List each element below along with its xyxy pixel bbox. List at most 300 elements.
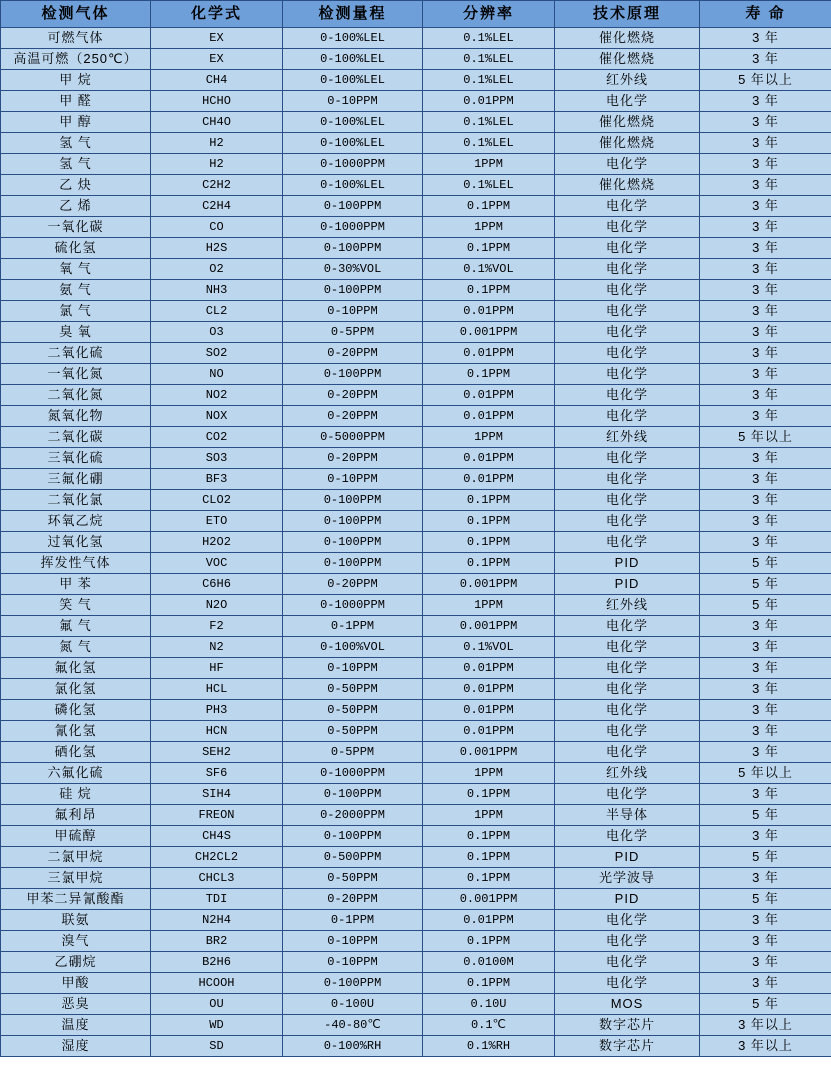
cell-chemical-formula: NO2 xyxy=(151,385,283,406)
table-row xyxy=(1,28,831,49)
cell-gas-name: 三氟化硼 xyxy=(1,469,151,490)
cell-lifespan: 5 年 xyxy=(700,994,831,1015)
cell-technical-principle: 催化燃烧 xyxy=(555,133,700,154)
cell-lifespan: 3 年 xyxy=(700,91,831,112)
cell-chemical-formula: PH3 xyxy=(151,700,283,721)
table-row xyxy=(1,112,831,133)
table-row xyxy=(1,154,831,175)
cell-gas-name: 硫化氢 xyxy=(1,238,151,259)
cell-gas-name: 甲苯二异氰酸酯 xyxy=(1,889,151,910)
cell-lifespan: 3 年 xyxy=(700,343,831,364)
cell-detection-range: 0-10PPM xyxy=(283,952,423,973)
cell-lifespan: 3 年 xyxy=(700,196,831,217)
cell-technical-principle: 数字芯片 xyxy=(555,1036,700,1057)
cell-gas-name: 氧 气 xyxy=(1,259,151,280)
cell-gas-name: 恶臭 xyxy=(1,994,151,1015)
cell-resolution: 0.01PPM xyxy=(423,658,555,679)
cell-chemical-formula: N2H4 xyxy=(151,910,283,931)
table-header xyxy=(1,1,831,28)
cell-gas-name: 氢 气 xyxy=(1,154,151,175)
cell-lifespan: 3 年 xyxy=(700,49,831,70)
cell-resolution: 0.01PPM xyxy=(423,700,555,721)
cell-chemical-formula: CH4S xyxy=(151,826,283,847)
cell-resolution: 0.1PPM xyxy=(423,868,555,889)
cell-detection-range: 0-100PPM xyxy=(283,280,423,301)
cell-gas-name: 湿度 xyxy=(1,1036,151,1057)
cell-detection-range: 0-20PPM xyxy=(283,406,423,427)
cell-chemical-formula: FREON xyxy=(151,805,283,826)
cell-detection-range: 0-100%LEL xyxy=(283,112,423,133)
table-row xyxy=(1,952,831,973)
table-row xyxy=(1,826,831,847)
cell-lifespan: 3 年 xyxy=(700,364,831,385)
cell-technical-principle: 电化学 xyxy=(555,973,700,994)
cell-chemical-formula: OU xyxy=(151,994,283,1015)
cell-gas-name: 臭 氧 xyxy=(1,322,151,343)
cell-resolution: 0.1PPM xyxy=(423,238,555,259)
table-row xyxy=(1,616,831,637)
cell-chemical-formula: CH4O xyxy=(151,112,283,133)
cell-lifespan: 3 年 xyxy=(700,28,831,49)
cell-gas-name: 溴气 xyxy=(1,931,151,952)
cell-chemical-formula: H2 xyxy=(151,133,283,154)
table-row xyxy=(1,742,831,763)
cell-detection-range: 0-20PPM xyxy=(283,574,423,595)
cell-technical-principle: 电化学 xyxy=(555,931,700,952)
cell-gas-name: 二氧化硫 xyxy=(1,343,151,364)
cell-gas-name: 一氧化氮 xyxy=(1,364,151,385)
cell-lifespan: 3 年 xyxy=(700,973,831,994)
cell-chemical-formula: NO xyxy=(151,364,283,385)
cell-technical-principle: 红外线 xyxy=(555,763,700,784)
cell-lifespan: 3 年 xyxy=(700,301,831,322)
cell-resolution: 0.1PPM xyxy=(423,847,555,868)
table-row xyxy=(1,469,831,490)
table-row xyxy=(1,532,831,553)
column-header-principle: 技术原理 xyxy=(555,1,700,28)
cell-resolution: 0.001PPM xyxy=(423,616,555,637)
table-row xyxy=(1,49,831,70)
cell-detection-range: 0-1000PPM xyxy=(283,595,423,616)
cell-chemical-formula: CL2 xyxy=(151,301,283,322)
cell-detection-range: 0-100PPM xyxy=(283,196,423,217)
cell-gas-name: 硒化氢 xyxy=(1,742,151,763)
cell-detection-range: 0-1000PPM xyxy=(283,763,423,784)
cell-resolution: 0.1PPM xyxy=(423,931,555,952)
cell-resolution: 0.1%VOL xyxy=(423,637,555,658)
cell-technical-principle: 电化学 xyxy=(555,406,700,427)
cell-chemical-formula: HF xyxy=(151,658,283,679)
table-row xyxy=(1,658,831,679)
table-row xyxy=(1,259,831,280)
cell-lifespan: 5 年以上 xyxy=(700,70,831,91)
cell-lifespan: 3 年 xyxy=(700,238,831,259)
cell-technical-principle: 电化学 xyxy=(555,658,700,679)
cell-gas-name: 乙硼烷 xyxy=(1,952,151,973)
cell-gas-name: 甲 烷 xyxy=(1,70,151,91)
cell-resolution: 1PPM xyxy=(423,763,555,784)
cell-resolution: 0.01PPM xyxy=(423,91,555,112)
table-header-row xyxy=(1,1,831,28)
cell-resolution: 0.1PPM xyxy=(423,490,555,511)
table-row xyxy=(1,973,831,994)
cell-chemical-formula: EX xyxy=(151,49,283,70)
cell-lifespan: 3 年 xyxy=(700,721,831,742)
table-row xyxy=(1,868,831,889)
cell-technical-principle: 催化燃烧 xyxy=(555,175,700,196)
cell-lifespan: 3 年 xyxy=(700,742,831,763)
cell-resolution: 0.01PPM xyxy=(423,448,555,469)
cell-resolution: 0.001PPM xyxy=(423,574,555,595)
table-row xyxy=(1,427,831,448)
cell-detection-range: 0-5PPM xyxy=(283,742,423,763)
table-row xyxy=(1,196,831,217)
cell-resolution: 0.1%VOL xyxy=(423,259,555,280)
cell-chemical-formula: CLO2 xyxy=(151,490,283,511)
cell-gas-name: 氮氧化物 xyxy=(1,406,151,427)
cell-chemical-formula: NOX xyxy=(151,406,283,427)
table-row xyxy=(1,133,831,154)
cell-technical-principle: 半导体 xyxy=(555,805,700,826)
cell-resolution: 0.1%LEL xyxy=(423,28,555,49)
cell-lifespan: 3 年 xyxy=(700,385,831,406)
table-row xyxy=(1,721,831,742)
cell-lifespan: 3 年 xyxy=(700,952,831,973)
cell-detection-range: 0-100%LEL xyxy=(283,133,423,154)
cell-gas-name: 甲酸 xyxy=(1,973,151,994)
cell-resolution: 1PPM xyxy=(423,427,555,448)
cell-chemical-formula: SF6 xyxy=(151,763,283,784)
cell-gas-name: 甲 苯 xyxy=(1,574,151,595)
cell-chemical-formula: C2H4 xyxy=(151,196,283,217)
cell-detection-range: -40-80℃ xyxy=(283,1015,423,1036)
table-row xyxy=(1,385,831,406)
cell-resolution: 0.1PPM xyxy=(423,280,555,301)
cell-gas-name: 六氟化硫 xyxy=(1,763,151,784)
cell-technical-principle: 电化学 xyxy=(555,154,700,175)
cell-chemical-formula: SIH4 xyxy=(151,784,283,805)
cell-chemical-formula: SO3 xyxy=(151,448,283,469)
cell-technical-principle: PID xyxy=(555,847,700,868)
cell-resolution: 0.1%LEL xyxy=(423,133,555,154)
cell-technical-principle: 电化学 xyxy=(555,679,700,700)
table-row xyxy=(1,364,831,385)
cell-lifespan: 3 年 xyxy=(700,280,831,301)
cell-chemical-formula: H2 xyxy=(151,154,283,175)
cell-lifespan: 5 年以上 xyxy=(700,427,831,448)
table-row xyxy=(1,511,831,532)
cell-gas-name: 环氧乙烷 xyxy=(1,511,151,532)
cell-technical-principle: 电化学 xyxy=(555,217,700,238)
cell-chemical-formula: CO xyxy=(151,217,283,238)
cell-resolution: 0.001PPM xyxy=(423,889,555,910)
cell-detection-range: 0-100%VOL xyxy=(283,637,423,658)
cell-lifespan: 3 年 xyxy=(700,931,831,952)
cell-lifespan: 5 年 xyxy=(700,847,831,868)
cell-detection-range: 0-100PPM xyxy=(283,364,423,385)
table-row xyxy=(1,1015,831,1036)
cell-lifespan: 3 年 xyxy=(700,469,831,490)
cell-detection-range: 0-5PPM xyxy=(283,322,423,343)
cell-resolution: 0.01PPM xyxy=(423,469,555,490)
cell-lifespan: 3 年 xyxy=(700,133,831,154)
cell-technical-principle: 电化学 xyxy=(555,301,700,322)
cell-resolution: 1PPM xyxy=(423,217,555,238)
cell-detection-range: 0-50PPM xyxy=(283,721,423,742)
cell-detection-range: 0-100%LEL xyxy=(283,28,423,49)
cell-gas-name: 二氯甲烷 xyxy=(1,847,151,868)
cell-chemical-formula: CH4 xyxy=(151,70,283,91)
table-row xyxy=(1,448,831,469)
cell-detection-range: 0-100PPM xyxy=(283,490,423,511)
cell-gas-name: 挥发性气体 xyxy=(1,553,151,574)
cell-gas-name: 三氧化硫 xyxy=(1,448,151,469)
cell-lifespan: 3 年 xyxy=(700,700,831,721)
cell-technical-principle: 催化燃烧 xyxy=(555,28,700,49)
cell-detection-range: 0-50PPM xyxy=(283,868,423,889)
cell-lifespan: 3 年 xyxy=(700,154,831,175)
cell-detection-range: 0-30%VOL xyxy=(283,259,423,280)
cell-technical-principle: 电化学 xyxy=(555,784,700,805)
cell-detection-range: 0-5000PPM xyxy=(283,427,423,448)
table-row xyxy=(1,175,831,196)
cell-gas-name: 二氧化碳 xyxy=(1,427,151,448)
cell-resolution: 0.01PPM xyxy=(423,301,555,322)
table-row xyxy=(1,910,831,931)
cell-gas-name: 乙 炔 xyxy=(1,175,151,196)
cell-lifespan: 3 年 xyxy=(700,616,831,637)
cell-chemical-formula: VOC xyxy=(151,553,283,574)
cell-technical-principle: 电化学 xyxy=(555,637,700,658)
cell-gas-name: 氰化氢 xyxy=(1,721,151,742)
cell-lifespan: 3 年 xyxy=(700,637,831,658)
table-row xyxy=(1,763,831,784)
table-row xyxy=(1,280,831,301)
cell-detection-range: 0-1000PPM xyxy=(283,217,423,238)
cell-detection-range: 0-100PPM xyxy=(283,553,423,574)
cell-gas-name: 笑 气 xyxy=(1,595,151,616)
cell-chemical-formula: O2 xyxy=(151,259,283,280)
cell-chemical-formula: CO2 xyxy=(151,427,283,448)
cell-lifespan: 5 年 xyxy=(700,889,831,910)
cell-resolution: 0.01PPM xyxy=(423,910,555,931)
cell-technical-principle: 电化学 xyxy=(555,721,700,742)
cell-chemical-formula: C2H2 xyxy=(151,175,283,196)
cell-gas-name: 氯 气 xyxy=(1,301,151,322)
cell-technical-principle: 电化学 xyxy=(555,910,700,931)
cell-technical-principle: 催化燃烧 xyxy=(555,49,700,70)
cell-resolution: 0.1PPM xyxy=(423,973,555,994)
cell-chemical-formula: N2 xyxy=(151,637,283,658)
cell-lifespan: 3 年 xyxy=(700,910,831,931)
cell-gas-name: 氨 气 xyxy=(1,280,151,301)
cell-resolution: 0.1%LEL xyxy=(423,49,555,70)
cell-lifespan: 3 年 xyxy=(700,868,831,889)
cell-technical-principle: PID xyxy=(555,553,700,574)
cell-detection-range: 0-2000PPM xyxy=(283,805,423,826)
cell-resolution: 0.001PPM xyxy=(423,322,555,343)
cell-detection-range: 0-1PPM xyxy=(283,910,423,931)
cell-gas-name: 乙 烯 xyxy=(1,196,151,217)
cell-technical-principle: 催化燃烧 xyxy=(555,112,700,133)
cell-technical-principle: MOS xyxy=(555,994,700,1015)
cell-technical-principle: 光学波导 xyxy=(555,868,700,889)
cell-lifespan: 3 年 xyxy=(700,448,831,469)
cell-resolution: 0.01PPM xyxy=(423,343,555,364)
cell-gas-name: 甲 醇 xyxy=(1,112,151,133)
cell-gas-name: 联氨 xyxy=(1,910,151,931)
cell-lifespan: 3 年 xyxy=(700,679,831,700)
cell-technical-principle: 电化学 xyxy=(555,532,700,553)
cell-lifespan: 3 年 xyxy=(700,217,831,238)
table-row xyxy=(1,637,831,658)
cell-detection-range: 0-10PPM xyxy=(283,931,423,952)
cell-lifespan: 3 年 xyxy=(700,532,831,553)
cell-resolution: 0.1PPM xyxy=(423,532,555,553)
cell-technical-principle: 电化学 xyxy=(555,196,700,217)
cell-chemical-formula: HCL xyxy=(151,679,283,700)
cell-lifespan: 3 年 xyxy=(700,259,831,280)
cell-lifespan: 5 年 xyxy=(700,595,831,616)
cell-chemical-formula: F2 xyxy=(151,616,283,637)
cell-resolution: 0.10U xyxy=(423,994,555,1015)
cell-lifespan: 3 年以上 xyxy=(700,1036,831,1057)
cell-detection-range: 0-100U xyxy=(283,994,423,1015)
cell-technical-principle: 电化学 xyxy=(555,448,700,469)
cell-resolution: 1PPM xyxy=(423,595,555,616)
cell-technical-principle: 电化学 xyxy=(555,511,700,532)
cell-chemical-formula: SD xyxy=(151,1036,283,1057)
cell-resolution: 0.001PPM xyxy=(423,742,555,763)
cell-technical-principle: 红外线 xyxy=(555,70,700,91)
cell-detection-range: 0-100%LEL xyxy=(283,70,423,91)
cell-detection-range: 0-1PPM xyxy=(283,616,423,637)
cell-technical-principle: 电化学 xyxy=(555,322,700,343)
cell-lifespan: 3 年 xyxy=(700,784,831,805)
cell-chemical-formula: NH3 xyxy=(151,280,283,301)
cell-lifespan: 3 年 xyxy=(700,406,831,427)
cell-chemical-formula: BR2 xyxy=(151,931,283,952)
table-row xyxy=(1,679,831,700)
cell-detection-range: 0-20PPM xyxy=(283,448,423,469)
cell-detection-range: 0-50PPM xyxy=(283,679,423,700)
cell-detection-range: 0-10PPM xyxy=(283,91,423,112)
cell-gas-name: 温度 xyxy=(1,1015,151,1036)
table-row xyxy=(1,1036,831,1057)
cell-technical-principle: 电化学 xyxy=(555,280,700,301)
table-row xyxy=(1,238,831,259)
table-row xyxy=(1,574,831,595)
table-row xyxy=(1,301,831,322)
cell-chemical-formula: H2O2 xyxy=(151,532,283,553)
cell-lifespan: 3 年以上 xyxy=(700,1015,831,1036)
cell-detection-range: 0-20PPM xyxy=(283,343,423,364)
table-row xyxy=(1,931,831,952)
cell-detection-range: 0-10PPM xyxy=(283,469,423,490)
cell-chemical-formula: O3 xyxy=(151,322,283,343)
cell-resolution: 0.1%LEL xyxy=(423,70,555,91)
cell-gas-name: 高温可燃（250℃） xyxy=(1,49,151,70)
cell-gas-name: 氮 气 xyxy=(1,637,151,658)
cell-lifespan: 3 年 xyxy=(700,112,831,133)
cell-detection-range: 0-100PPM xyxy=(283,826,423,847)
cell-lifespan: 5 年 xyxy=(700,553,831,574)
table-row xyxy=(1,595,831,616)
table-row xyxy=(1,994,831,1015)
cell-gas-name: 氯化氢 xyxy=(1,679,151,700)
table-row xyxy=(1,91,831,112)
cell-detection-range: 0-500PPM xyxy=(283,847,423,868)
column-header-resolution: 分辨率 xyxy=(423,1,555,28)
cell-chemical-formula: BF3 xyxy=(151,469,283,490)
column-header-range: 检测量程 xyxy=(283,1,423,28)
cell-technical-principle: PID xyxy=(555,574,700,595)
cell-chemical-formula: CH2CL2 xyxy=(151,847,283,868)
cell-technical-principle: 电化学 xyxy=(555,91,700,112)
cell-chemical-formula: HCN xyxy=(151,721,283,742)
cell-technical-principle: 电化学 xyxy=(555,616,700,637)
cell-resolution: 0.1℃ xyxy=(423,1015,555,1036)
table-row xyxy=(1,889,831,910)
cell-gas-name: 甲硫醇 xyxy=(1,826,151,847)
cell-technical-principle: PID xyxy=(555,889,700,910)
cell-detection-range: 0-20PPM xyxy=(283,385,423,406)
cell-resolution: 0.1PPM xyxy=(423,553,555,574)
cell-technical-principle: 电化学 xyxy=(555,490,700,511)
cell-lifespan: 5 年以上 xyxy=(700,763,831,784)
cell-gas-name: 过氧化氢 xyxy=(1,532,151,553)
table-row xyxy=(1,406,831,427)
cell-gas-name: 氟化氢 xyxy=(1,658,151,679)
cell-chemical-formula: H2S xyxy=(151,238,283,259)
cell-lifespan: 3 年 xyxy=(700,826,831,847)
table-row xyxy=(1,343,831,364)
cell-gas-name: 二氧化氮 xyxy=(1,385,151,406)
table-row xyxy=(1,847,831,868)
cell-resolution: 0.01PPM xyxy=(423,385,555,406)
table-row xyxy=(1,322,831,343)
table-row xyxy=(1,784,831,805)
cell-resolution: 0.1%LEL xyxy=(423,175,555,196)
cell-detection-range: 0-100PPM xyxy=(283,511,423,532)
cell-chemical-formula: HCHO xyxy=(151,91,283,112)
cell-technical-principle: 电化学 xyxy=(555,238,700,259)
cell-chemical-formula: SO2 xyxy=(151,343,283,364)
cell-technical-principle: 电化学 xyxy=(555,364,700,385)
table-row xyxy=(1,700,831,721)
cell-detection-range: 0-20PPM xyxy=(283,889,423,910)
cell-technical-principle: 电化学 xyxy=(555,469,700,490)
cell-chemical-formula: ETO xyxy=(151,511,283,532)
cell-detection-range: 0-1000PPM xyxy=(283,154,423,175)
cell-gas-name: 硅 烷 xyxy=(1,784,151,805)
table-row xyxy=(1,805,831,826)
cell-chemical-formula: EX xyxy=(151,28,283,49)
cell-detection-range: 0-10PPM xyxy=(283,658,423,679)
cell-chemical-formula: HCOOH xyxy=(151,973,283,994)
cell-detection-range: 0-100%LEL xyxy=(283,175,423,196)
cell-lifespan: 3 年 xyxy=(700,511,831,532)
cell-gas-name: 氢 气 xyxy=(1,133,151,154)
cell-resolution: 1PPM xyxy=(423,805,555,826)
cell-resolution: 0.0100M xyxy=(423,952,555,973)
column-header-gas: 检测气体 xyxy=(1,1,151,28)
cell-detection-range: 0-100PPM xyxy=(283,973,423,994)
cell-resolution: 0.1%RH xyxy=(423,1036,555,1057)
cell-lifespan: 3 年 xyxy=(700,658,831,679)
cell-resolution: 0.1PPM xyxy=(423,511,555,532)
cell-lifespan: 3 年 xyxy=(700,322,831,343)
